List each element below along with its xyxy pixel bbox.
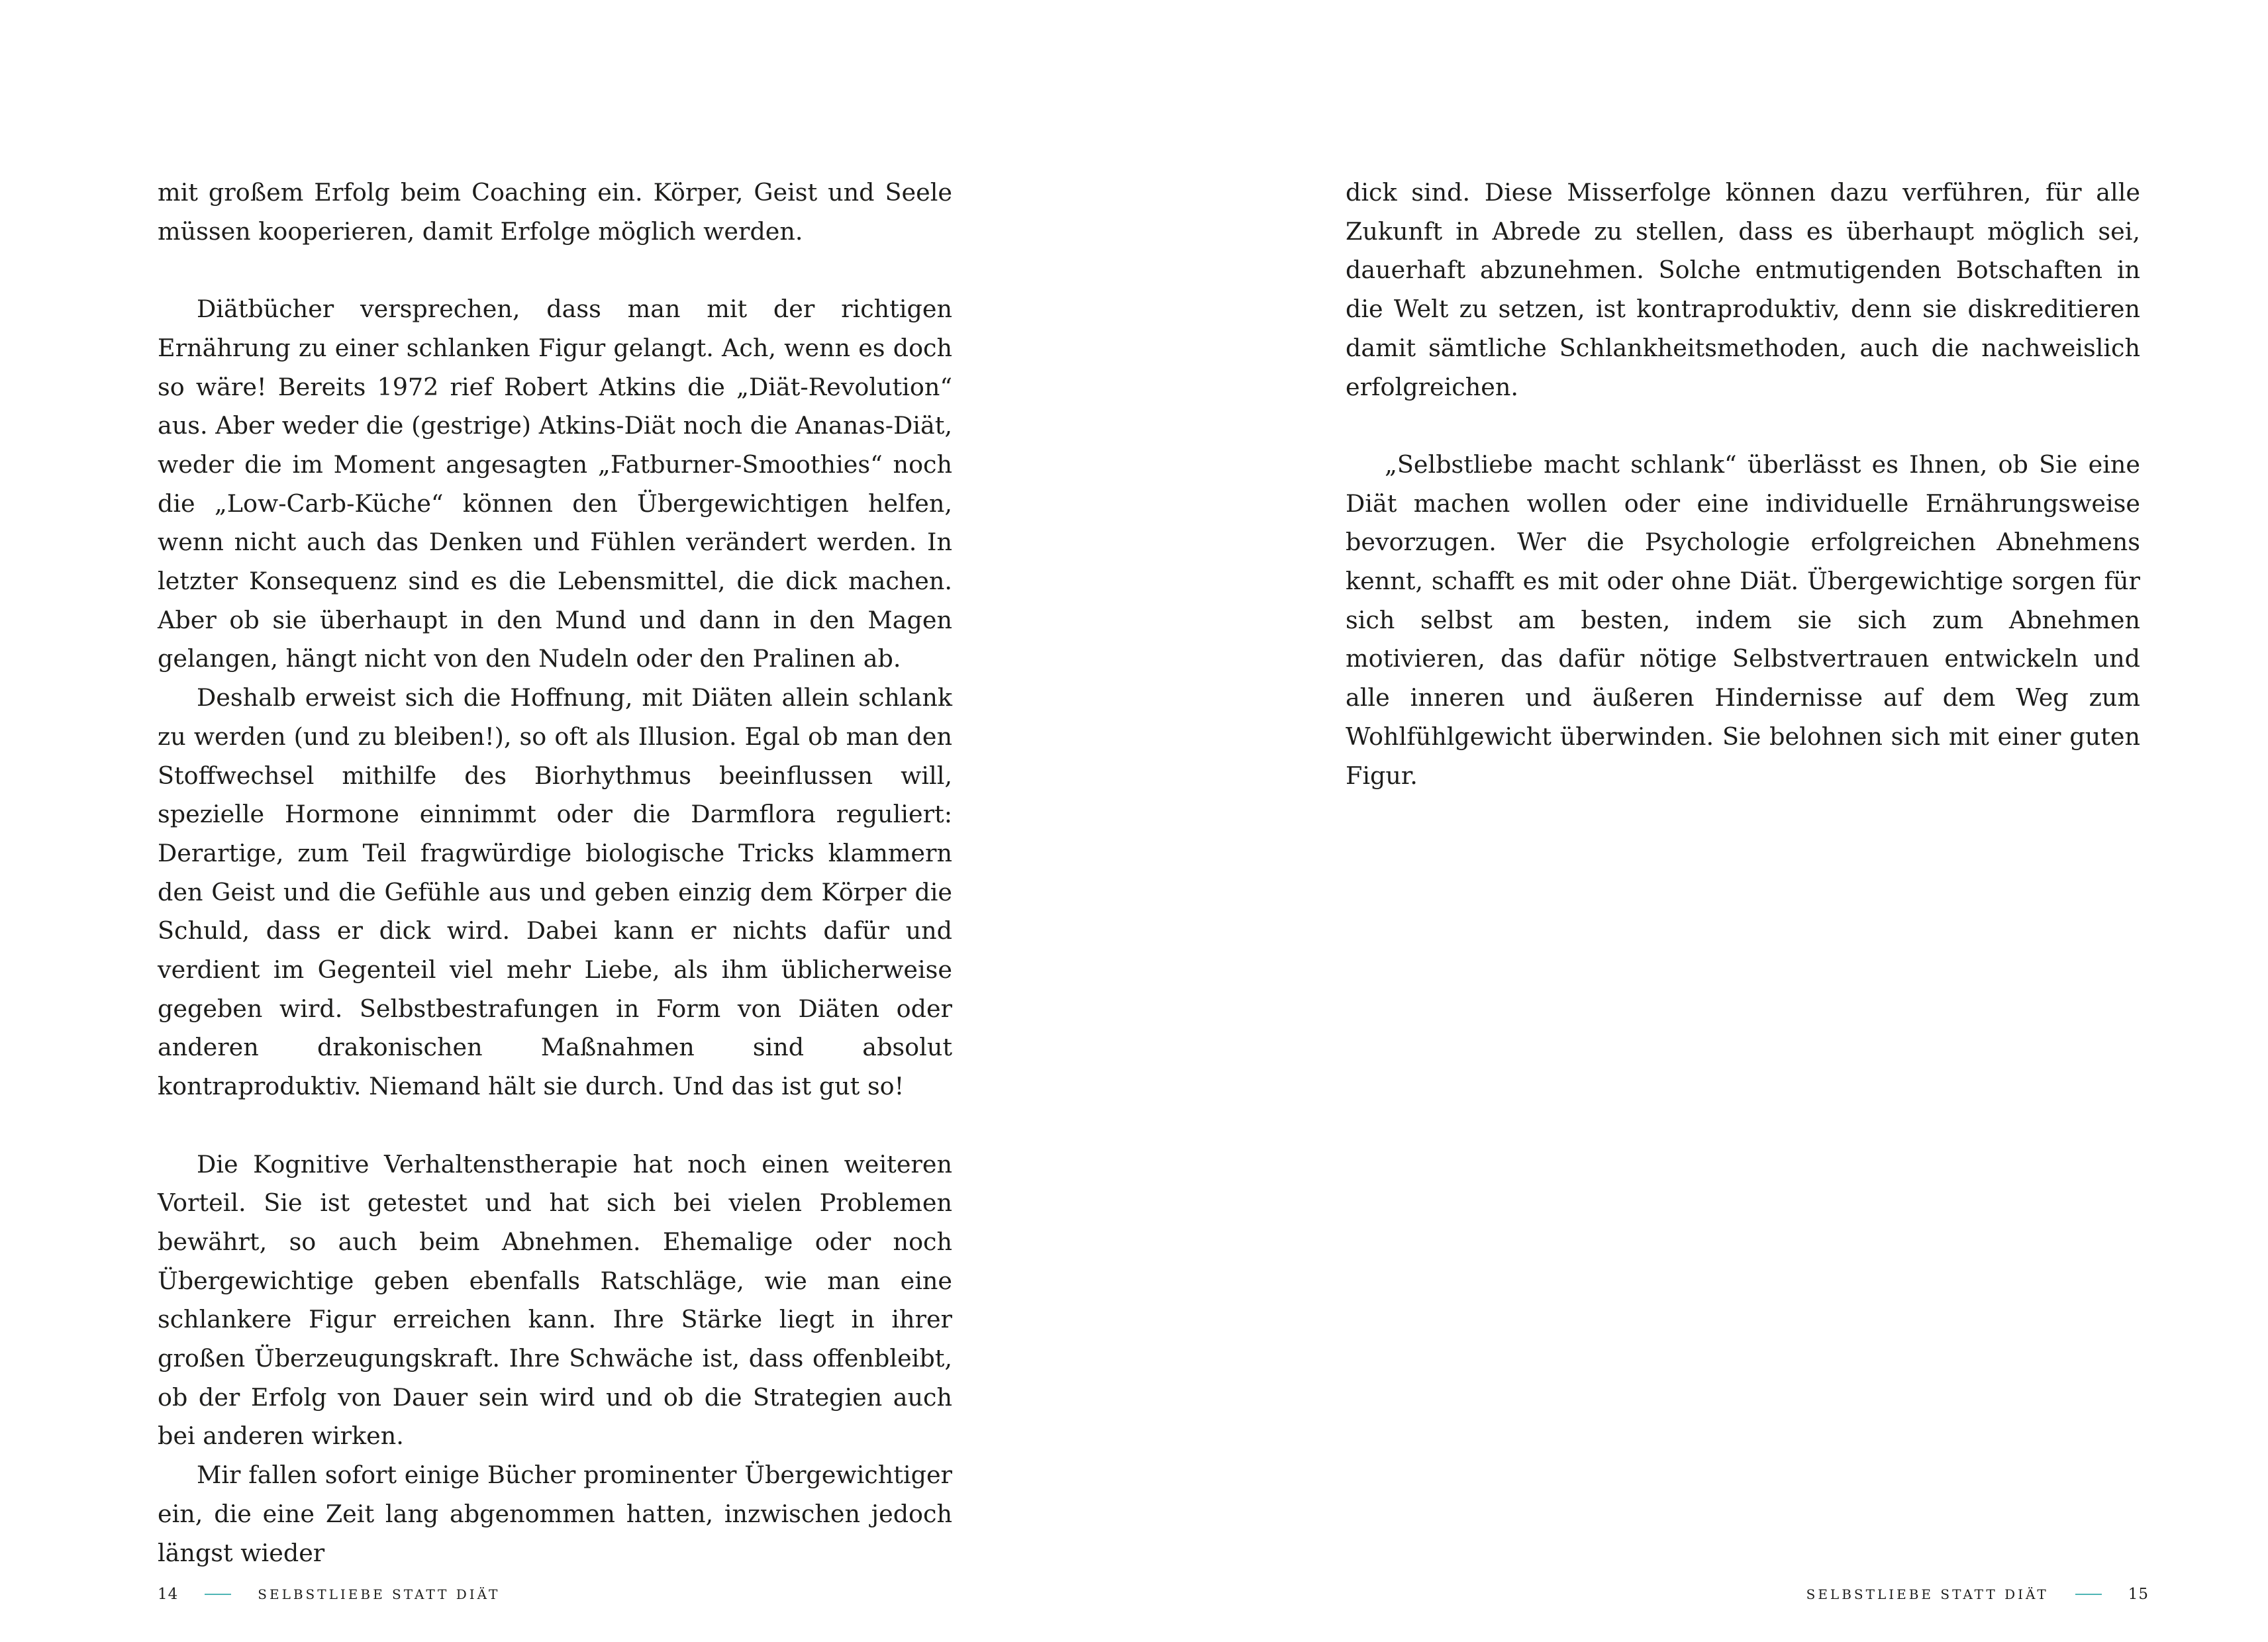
running-title: SELBSTLIEBE STATT DIÄT bbox=[258, 1586, 501, 1602]
page-number: 15 bbox=[2128, 1586, 2149, 1603]
right-page bbox=[1134, 0, 2268, 1642]
right-page-footer bbox=[1806, 1581, 2149, 1608]
left-page-footer bbox=[158, 1581, 500, 1608]
right-page-body bbox=[1346, 173, 2140, 795]
footer-divider bbox=[2075, 1594, 2102, 1595]
right-paragraph-1: dick sind. Diese Misserfolge können dazu verführen, für alle Zukunft in Abrede zu stellen, dass es überhaupt möglich sei, dauerhaft abzunehmen. Solche entmutigenden Botschaften in die Welt zu setzen, ist kontraproduktiv, denn sie diskreditieren damit sämtliche Schlankheitsmethoden, auch die nachweislich erfolgreichen. bbox=[1346, 178, 2140, 401]
left-paragraph-3: Deshalb erweist sich die Hoffnung, mit Diäten allein schlank zu werden (und zu bleiben!), so oft als Illusion. Egal ob man den Stoffwechsel mithilfe des Biorhythmus beeinflussen will, spezielle Hormone einnimmt oder die Darmflora reguliert: Derartige, zum Teil fragwürdige biologische Tricks klammern den Geist und die Gefühle aus und geben einzig dem Körper die Schuld, dass er dick wird. Dabei kann er nichts dafür und verdient im Gegenteil viel mehr Liebe, als ihm üblicherweise gegeben wird. Selbstbestrafungen in Form von Diäten oder anderen drakonischen Maßnahmen sind absolut kontraproduktiv. Niemand hält sie durch. Und das ist gut so! bbox=[158, 683, 952, 1101]
page-number: 14 bbox=[158, 1586, 179, 1603]
left-paragraph-4: Die Kognitive Verhaltenstherapie hat noch einen weiteren Vorteil. Sie ist getestet und hat sich bei vielen Problemen bewährt, so auch beim Abnehmen. Ehemalige oder noch Übergewichtige geben ebenfalls Ratschläge, wie man eine schlankere Figur erreichen kann. Ihre Stärke liegt in ihrer großen Überzeugungskraft. Ihre Schwäche ist, dass offenbleibt, ob der Erfolg von Dauer sein wird und ob die Strategien auch bei anderen wirken. bbox=[158, 1149, 952, 1451]
left-paragraph-5: Mir fallen sofort einige Bücher prominenter Übergewichtiger ein, die eine Zeit lang abgenommen hatten, inzwischen jedoch längst wieder bbox=[158, 1461, 952, 1567]
left-paragraph-1: mit großem Erfolg beim Coaching ein. Körper, Geist und Seele müssen kooperieren, damit Erfolge möglich werden. bbox=[158, 178, 952, 246]
footer-divider bbox=[205, 1594, 231, 1595]
left-paragraph-2: Diätbücher versprechen, dass man mit der richtigen Ernährung zu einer schlanken Figur gelangt. Ach, wenn es doch so wäre! Bereits 1972 rief Robert Atkins die „Diät-Revolution“ aus. Aber weder die (gestrige) Atkins-Diät noch die Ananas-Diät, weder die im Moment angesagten „Fatburner-Smoothies“ noch die „Low-Carb-Küche“ können den Übergewichtigen helfen, wenn nicht auch das Denken und Fühlen verändert werden. In letzter Konsequenz sind es die Lebensmittel, die dick machen. Aber ob sie überhaupt in den Mund und dann in den Magen gelangen, hängt nicht von den Nudeln oder den Pralinen ab. bbox=[158, 295, 952, 673]
left-page-body bbox=[158, 173, 952, 1572]
right-paragraph-2: „Selbstliebe macht schlank“ überlässt es Ihnen, ob Sie eine Diät machen wollen oder eine individuelle Ernährungsweise bevorzugen. Wer die Psychologie erfolgreichen Abnehmens kennt, schafft es mit oder ohne Diät. Übergewichtige sorgen für sich selbst am besten, indem sie sich zum Abnehmen motivieren, das dafür nötige Selbstvertrauen entwickeln und alle inneren und äußeren Hindernisse auf dem Weg zum Wohlfühlgewicht überwinden. Sie belohnen sich mit einer guten Figur. bbox=[1346, 450, 2140, 790]
running-title: SELBSTLIEBE STATT DIÄT bbox=[1806, 1586, 2049, 1602]
